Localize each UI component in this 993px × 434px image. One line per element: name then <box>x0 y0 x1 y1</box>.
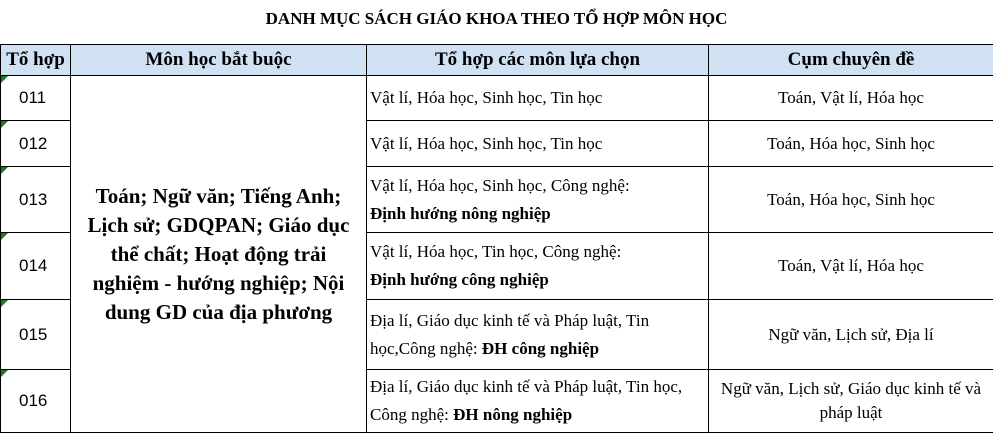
options-cell[interactable] <box>367 76 709 121</box>
cluster-cell[interactable] <box>709 370 993 433</box>
code-text: 016 <box>19 391 48 410</box>
cell-marker-icon <box>1 167 8 174</box>
options-cell[interactable] <box>367 370 709 433</box>
code-cell[interactable] <box>1 370 71 433</box>
cluster-text: Toán, Vật lí, Hóa học <box>778 88 924 107</box>
cell-marker-icon <box>1 76 8 83</box>
options-text: Vật lí, Hóa học, Tin học, Công nghệ: <box>370 242 622 261</box>
options-bold-text: Định hướng nông nghiệp <box>370 203 551 223</box>
cluster-cell[interactable] <box>709 167 993 233</box>
code-text: 012 <box>19 133 48 153</box>
header-lua-chon[interactable]: Tổ hợp các môn lựa chọn <box>367 45 709 76</box>
cell-marker-icon <box>1 300 8 307</box>
header-chuyen-de[interactable]: Cụm chuyên đề <box>709 45 993 76</box>
table-row <box>1 76 993 121</box>
code-text: 011 <box>19 88 47 107</box>
code-cell[interactable] <box>1 121 71 167</box>
options-text: Địa lí, Giáo dục kinh tế và Pháp luật, Tin học,Công nghệ: <box>370 310 650 358</box>
options-cell[interactable] <box>367 300 709 370</box>
options-bold-text: ĐH công nghiệp <box>481 338 600 358</box>
code-cell[interactable] <box>1 76 71 121</box>
code-text: 015 <box>19 324 48 344</box>
required-subjects-text: Toán; Ngữ văn; Tiếng Anh; Lịch sử; GDQPAN; Giáo dục thể chất; Hoạt động trải nghiệm - hướng nghiệp; Nội dung GD của địa phương <box>87 183 350 324</box>
options-text: Vật lí, Hóa học, Sinh học, Công nghệ: <box>370 175 630 195</box>
cluster-text: Ngữ văn, Lịch sử, Giáo dục kinh tế và pháp luật <box>720 379 982 422</box>
options-cell[interactable] <box>367 233 709 300</box>
required-subjects-cell[interactable] <box>71 76 367 433</box>
options-bold-text: Định hướng công nghiệp <box>370 270 549 289</box>
cluster-cell[interactable] <box>709 121 993 167</box>
code-cell[interactable] <box>1 300 71 370</box>
subject-combination-table <box>0 44 993 433</box>
cell-marker-icon <box>1 233 8 240</box>
cluster-cell[interactable] <box>709 76 993 121</box>
code-text: 014 <box>19 256 48 275</box>
cell-marker-icon <box>1 121 8 128</box>
page-title: DANH MỤC SÁCH GIÁO KHOA THEO TỔ HỢP MÔN HỌC <box>265 9 728 28</box>
code-cell[interactable] <box>1 233 71 300</box>
options-text: Địa lí, Giáo dục kinh tế và Pháp luật, Tin học, Công nghệ: <box>370 377 683 424</box>
options-cell[interactable] <box>367 121 709 167</box>
options-text: Vật lí, Hóa học, Sinh học, Tin học <box>370 133 603 153</box>
cluster-text: Toán, Hóa học, Sinh học <box>767 189 935 209</box>
options-cell[interactable] <box>367 167 709 233</box>
header-to-hop[interactable]: Tổ hợp <box>1 45 71 76</box>
cell-marker-icon <box>1 370 8 377</box>
options-text: Vật lí, Hóa học, Sinh học, Tin học <box>370 88 603 107</box>
header-bat-buoc[interactable]: Môn học bắt buộc <box>71 45 367 76</box>
header-row <box>1 45 993 76</box>
cluster-cell[interactable] <box>709 233 993 300</box>
cluster-text: Ngữ văn, Lịch sử, Địa lí <box>768 324 934 344</box>
cluster-text: Toán, Vật lí, Hóa học <box>778 256 924 275</box>
code-text: 013 <box>19 189 48 209</box>
cluster-text: Toán, Hóa học, Sinh học <box>767 133 935 153</box>
cluster-cell[interactable] <box>709 300 993 370</box>
options-bold-text: ĐH nông nghiệp <box>453 405 573 424</box>
code-cell[interactable] <box>1 167 71 233</box>
